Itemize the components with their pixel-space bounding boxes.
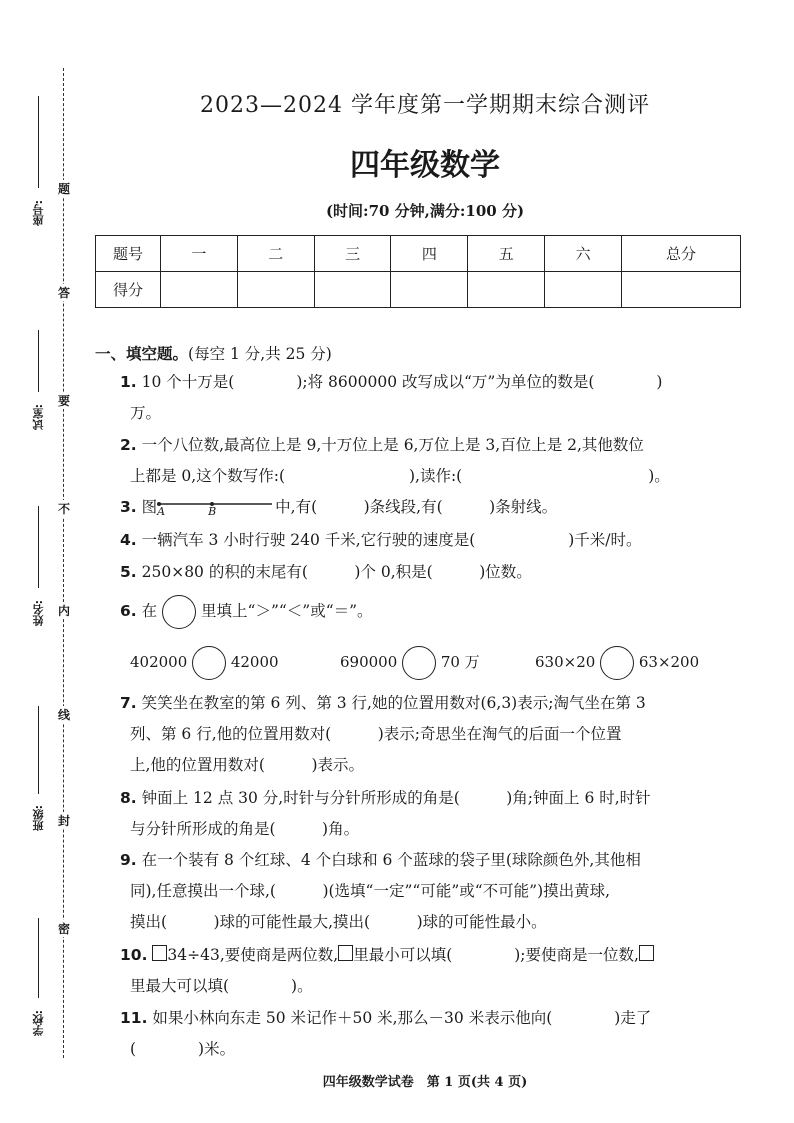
- section-note: (每空 1 分,共 25 分): [188, 345, 332, 363]
- question-11: [120, 1003, 745, 1065]
- section-heading: [95, 342, 332, 364]
- score-cell[interactable]: [545, 272, 622, 308]
- seal-char: 密: [57, 922, 70, 936]
- question-3: [120, 492, 745, 523]
- question-text: 与分针所形成的角是( )角。: [130, 820, 360, 838]
- seal-char: 线: [57, 708, 70, 722]
- exam-title: 2023—2024 学年度第一学期期末综合测评: [200, 93, 650, 118]
- compare-circle-example: [162, 595, 196, 629]
- question-text: 钟面上 12 点 30 分,时针与分针所形成的角是( )角;钟面上 6 时,时针: [141, 789, 651, 807]
- question-text: 34÷43,要使商是两位数,: [167, 946, 339, 964]
- question-number: 6.: [120, 602, 137, 620]
- question-text: 在: [141, 602, 158, 620]
- question-number: 5.: [120, 563, 137, 581]
- score-header-cell: 六: [545, 236, 622, 272]
- score-table-score-row: [96, 272, 741, 308]
- question-text: 笑笑坐在教室的第 6 列、第 3 行,她的位置用数对(6,3)表示;淘气坐在第 3: [141, 694, 646, 712]
- subject-title: 四年级数学: [350, 148, 500, 183]
- question-6: [120, 595, 745, 629]
- score-cell[interactable]: [468, 272, 545, 308]
- question-number: 8.: [120, 789, 137, 807]
- score-header-cell: 一: [161, 236, 238, 272]
- compare-item: [535, 646, 699, 680]
- question-number: 2.: [120, 436, 137, 454]
- compare-item: [130, 646, 279, 680]
- seal-char: 答: [57, 286, 70, 300]
- question-9: [120, 845, 745, 938]
- score-header-cell: 三: [314, 236, 391, 272]
- question-text: ( )米。: [130, 1040, 236, 1058]
- school-field[interactable]: [31, 918, 45, 1036]
- compare-right: 70 万: [440, 653, 480, 671]
- question-number: 3.: [120, 498, 137, 516]
- point-b-label: B: [208, 505, 217, 518]
- question-number: 9.: [120, 851, 137, 869]
- score-cell[interactable]: [237, 272, 314, 308]
- seat-number-label: 座号:: [32, 199, 45, 226]
- question-number: 10.: [120, 946, 148, 964]
- score-header-cell: 二: [237, 236, 314, 272]
- class-label: 班级:: [32, 804, 45, 831]
- compare-item: [340, 646, 480, 680]
- question-text: 里最小可以填( );要使商是一位数,: [353, 946, 639, 964]
- question-text: 万。: [130, 404, 162, 422]
- question-text: 10 个十万是( );将 8600000 改写成以“万”为单位的数是( ): [141, 373, 663, 391]
- compare-left: 690000: [340, 653, 398, 671]
- question-text: 250×80 的积的末尾有( )个 0,积是( )位数。: [141, 563, 532, 581]
- compare-right: 42000: [230, 653, 279, 671]
- exam-info: (时间:70 分钟,满分:100 分): [325, 202, 525, 220]
- compare-circle[interactable]: [192, 646, 226, 680]
- question-2: [120, 430, 745, 492]
- class-field[interactable]: [31, 706, 45, 831]
- section-title: 一、填空题。: [95, 345, 189, 363]
- question-text: 里最大可以填( )。: [130, 977, 313, 995]
- name-field[interactable]: [31, 506, 45, 626]
- compare-left: 630×20: [535, 653, 596, 671]
- blank-square[interactable]: [152, 945, 167, 961]
- question-text: 如果小林向东走 50 米记作＋50 米,那么－30 米表示他向( )走了: [152, 1009, 652, 1027]
- question-text: 一个八位数,最高位上是 9,十万位上是 6,万位上是 3,百位上是 2,其他数位: [141, 436, 644, 454]
- score-table-header-row: [96, 236, 741, 272]
- question-number: 4.: [120, 531, 137, 549]
- question-text: 中,有( )条线段,有( )条射线。: [275, 498, 558, 516]
- score-row-label: 得分: [96, 272, 161, 308]
- question-number: 1.: [120, 373, 137, 391]
- question-text: 同),任意摸出一个球,( )(选填“一定”“可能”或“不可能”)摸出黄球,: [130, 882, 611, 900]
- compare-circle[interactable]: [600, 646, 634, 680]
- question-text: 在一个装有 8 个红球、4 个白球和 6 个蓝球的袋子里(球除颜色外,其他相: [141, 851, 641, 869]
- score-header-cell: 四: [391, 236, 468, 272]
- compare-left: 402000: [130, 653, 188, 671]
- seal-char: 不: [57, 502, 70, 516]
- question-text: 里填上“＞”“＜”或“＝”。: [201, 602, 373, 620]
- score-header-cell: 五: [468, 236, 545, 272]
- blank-square[interactable]: [639, 945, 654, 961]
- blank-square[interactable]: [338, 945, 353, 961]
- compare-circle[interactable]: [402, 646, 436, 680]
- seal-char: 要: [57, 394, 70, 408]
- score-cell[interactable]: [314, 272, 391, 308]
- score-cell[interactable]: [622, 272, 741, 308]
- score-header-cell: 题号: [96, 236, 161, 272]
- question-text: 上,他的位置用数对( )表示。: [130, 756, 365, 774]
- binding-dashed-line: [63, 68, 64, 1058]
- question-text: 列、第 6 行,他的位置用数对( )表示;奇思坐在淘气的后面一个位置: [130, 725, 622, 743]
- exam-room-field[interactable]: [31, 330, 45, 430]
- question-10: [120, 940, 745, 1002]
- score-table: [95, 235, 741, 308]
- seal-char: 内: [57, 604, 70, 618]
- seal-char: 封: [57, 814, 70, 828]
- question-4: [120, 525, 745, 556]
- question-1: [120, 367, 745, 429]
- score-cell[interactable]: [391, 272, 468, 308]
- question-text: 一辆汽车 3 小时行驶 240 千米,它行驶的速度是( )千米/时。: [141, 531, 642, 549]
- question-8: [120, 783, 745, 845]
- question-number: 11.: [120, 1009, 148, 1027]
- compare-right: 63×200: [638, 653, 700, 671]
- name-label: 姓名:: [32, 599, 45, 626]
- question-text: 上都是 0,这个数写作:( ),读作:( )。: [130, 467, 670, 485]
- school-label: 学校:: [32, 1009, 45, 1036]
- score-cell[interactable]: [161, 272, 238, 308]
- page-footer: 四年级数学试卷 第 1 页(共 4 页): [322, 1075, 528, 1090]
- exam-room-label: 试室:: [32, 403, 45, 430]
- question-number: 7.: [120, 694, 137, 712]
- seat-number-field[interactable]: [31, 96, 45, 226]
- line-figure: [157, 498, 275, 518]
- question-5: [120, 557, 745, 588]
- point-a-label: A: [157, 505, 166, 518]
- seal-char: 题: [57, 182, 70, 196]
- question-text: 摸出( )球的可能性最大,摸出( )球的可能性最小。: [130, 913, 547, 931]
- score-header-cell: 总分: [622, 236, 741, 272]
- question-7: [120, 688, 745, 781]
- question-text: 图: [141, 498, 158, 516]
